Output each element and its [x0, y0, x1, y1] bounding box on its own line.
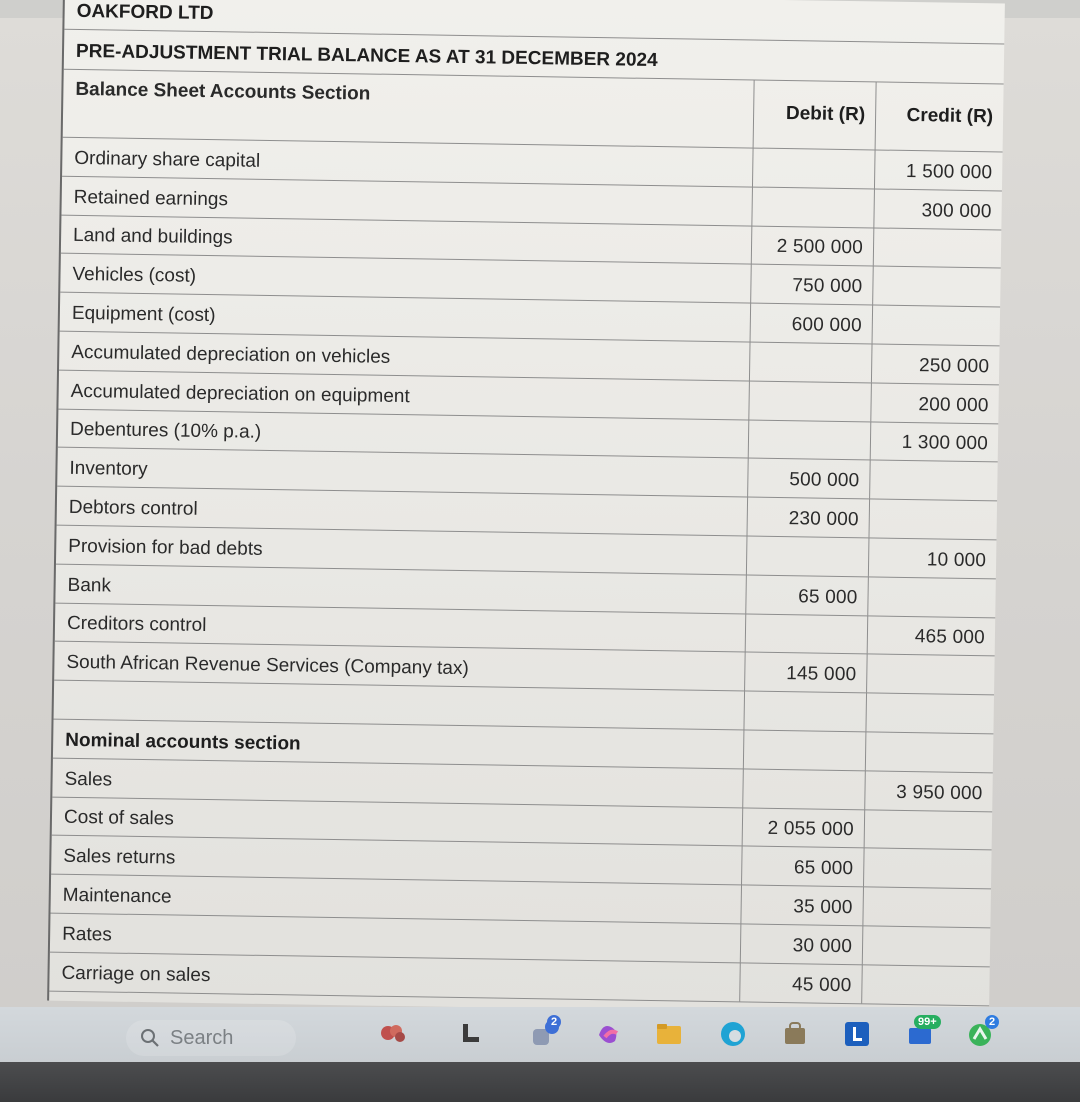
credit-amount [867, 576, 996, 617]
debit-amount [743, 691, 866, 732]
debit-amount [749, 342, 872, 383]
l-app-icon[interactable] [456, 1019, 486, 1049]
company-name: OAKFORD LTD [76, 0, 214, 25]
account-name: Retained earnings [73, 186, 229, 210]
credit-amount [864, 809, 993, 850]
account-name: Creditors control [66, 613, 207, 637]
taskbar [0, 1007, 1080, 1062]
credit-amount: 3 950 000 [864, 770, 993, 811]
debit-amount: 750 000 [750, 264, 873, 305]
chat-icon[interactable] [530, 1016, 560, 1049]
credit-amount: 300 000 [873, 188, 1002, 229]
credit-amount [862, 925, 991, 966]
account-name: Carriage on sales [61, 962, 211, 986]
search-icon [140, 1028, 160, 1048]
account-name: Vehicles (cost) [72, 264, 197, 287]
app-badge: 2 [985, 1015, 999, 1029]
debit-amount [742, 768, 865, 809]
debit-amount: 600 000 [750, 303, 873, 344]
account-name: Land and buildings [72, 225, 233, 249]
credit-amount [872, 305, 1001, 346]
debit-amount: 145 000 [744, 652, 867, 693]
credit-amount: 200 000 [870, 382, 999, 423]
credit-amount [863, 848, 992, 889]
credit-amount [865, 693, 994, 734]
account-name: Debtors control [68, 496, 198, 520]
account-name: Cost of sales [63, 807, 174, 830]
debit-amount: 45 000 [739, 962, 862, 1003]
account-name: Ordinary share capital [74, 147, 261, 172]
search-label: Search [170, 1026, 234, 1049]
mail-badge: 99+ [914, 1015, 941, 1029]
credit-amount [861, 964, 990, 1005]
account-name: Maintenance [62, 884, 172, 908]
store-icon[interactable] [780, 1019, 810, 1049]
debit-amount: 2 500 000 [751, 225, 874, 266]
debit-amount: 65 000 [741, 846, 864, 887]
debit-amount: 35 000 [740, 885, 863, 926]
account-name: Accumulated depreciation on vehicles [71, 341, 391, 368]
credit-amount [869, 460, 998, 501]
windows-icon[interactable] [70, 1021, 97, 1048]
flower-icon[interactable] [378, 1019, 408, 1049]
debit-amount: 65 000 [745, 574, 868, 615]
credit-amount: 1 300 000 [870, 421, 999, 462]
account-name: South African Revenue Services (Company tax) [66, 652, 469, 680]
account-name: Accumulated depreciation on equipment [70, 380, 410, 407]
section-nominal-heading: Nominal accounts section [65, 729, 301, 755]
credit-amount [873, 227, 1002, 268]
search-input[interactable] [126, 1020, 296, 1056]
debit-amount [751, 186, 874, 227]
debit-amount: 2 055 000 [742, 807, 865, 848]
chat-badge: 2 [547, 1015, 561, 1029]
debit-cell [743, 729, 866, 770]
credit-header: Credit (R) [875, 81, 1004, 151]
trial-balance-title: PRE-ADJUSTMENT TRIAL BALANCE AS AT 31 DECEMBER 2024 [75, 40, 658, 72]
account-name: Debentures (10% p.a.) [69, 419, 262, 444]
account-name: Bank [67, 574, 112, 597]
debit-amount [745, 613, 868, 654]
credit-cell [865, 731, 994, 772]
l-blue-icon[interactable] [842, 1019, 872, 1049]
spreadsheet-view [47, 0, 1003, 1015]
credit-amount: 250 000 [871, 343, 1000, 384]
credit-amount: 1 500 000 [874, 149, 1003, 190]
credit-amount [862, 887, 991, 928]
debit-header: Debit (R) [753, 80, 876, 150]
app-icon[interactable] [966, 1016, 996, 1049]
file-explorer-icon[interactable] [655, 1019, 685, 1049]
account-name: Rates [61, 923, 112, 946]
edge-icon[interactable] [718, 1019, 748, 1049]
trial-balance-table [47, 0, 1005, 1015]
debit-amount [748, 419, 871, 460]
debit-amount [746, 535, 869, 576]
account-name: Provision for bad debts [68, 535, 263, 560]
mail-icon[interactable] [906, 1016, 937, 1049]
credit-amount: 465 000 [867, 615, 996, 656]
debit-amount [752, 148, 875, 189]
monitor-bezel [0, 1062, 1080, 1102]
account-name: Equipment (cost) [71, 302, 216, 327]
account-name: Sales [64, 768, 113, 791]
credit-amount [868, 499, 997, 540]
debit-amount [748, 380, 871, 421]
credit-amount: 10 000 [868, 537, 997, 578]
account-name: Sales returns [63, 845, 176, 869]
credit-amount [872, 266, 1001, 307]
debit-amount: 30 000 [740, 923, 863, 964]
debit-amount: 230 000 [747, 497, 870, 538]
credit-amount [866, 654, 995, 695]
debit-amount: 500 000 [747, 458, 870, 499]
account-name: Inventory [69, 458, 148, 481]
section-balance-heading: Balance Sheet Accounts Section [75, 78, 371, 105]
copilot-icon[interactable] [593, 1019, 623, 1049]
